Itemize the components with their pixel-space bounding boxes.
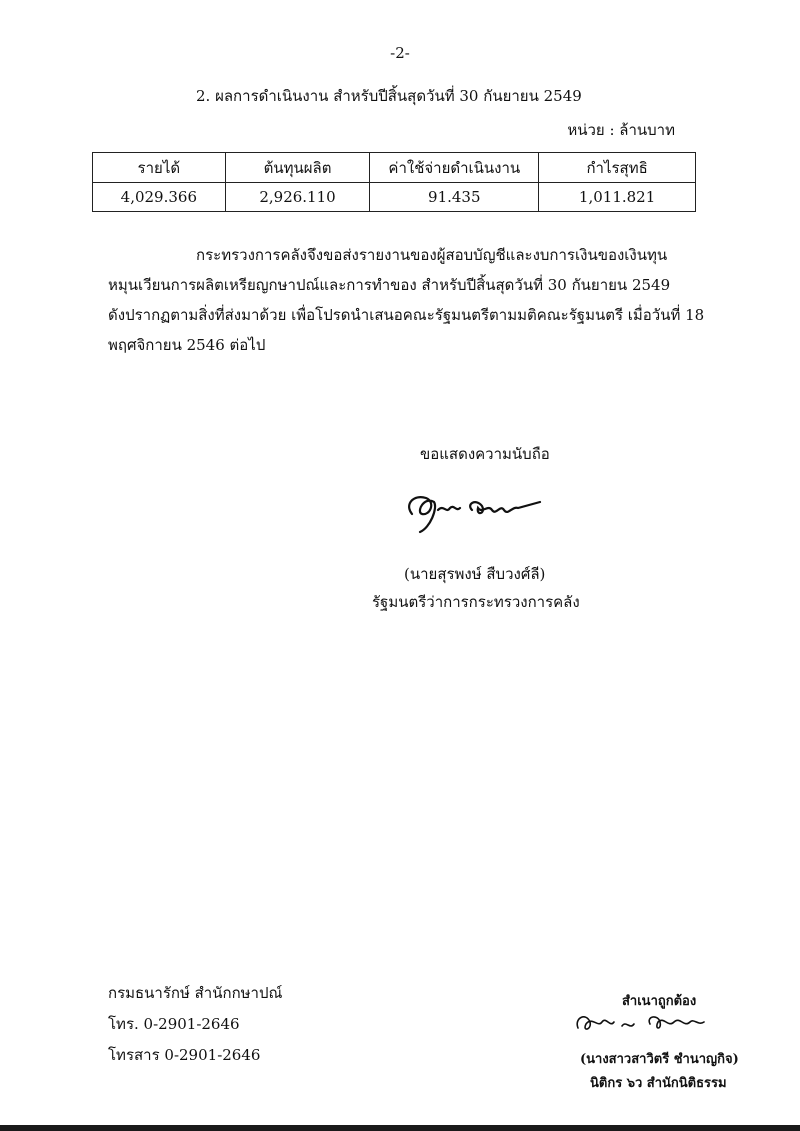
signer-title: รัฐมนตรีว่าการกระทรวงการคลัง <box>372 593 580 611</box>
paragraph-line: พฤศจิกายน 2546 ต่อไป <box>108 336 266 354</box>
certified-copy-label: สำเนาถูกต้อง <box>622 994 697 1009</box>
cell-operating-expense: 91.435 <box>370 183 539 212</box>
certifier-title: นิติกร ๖ว สำนักนิติธรรม <box>590 1076 727 1091</box>
certification-block <box>570 990 770 1100</box>
phone-number: โทร. 0-2901-2646 <box>108 1015 240 1033</box>
signer-name: (นายสุรพงษ์ สืบวงศ์ลี) <box>404 565 546 583</box>
header-operating-expense: ค่าใช้จ่ายดำเนินงาน <box>370 153 539 183</box>
table-header-row <box>93 153 696 183</box>
cell-net-profit: 1,011.821 <box>539 183 696 212</box>
body-paragraph <box>108 240 705 360</box>
header-production-cost: ต้นทุนผลิต <box>225 153 370 183</box>
footer-contact <box>108 978 282 1071</box>
header-revenue: รายได้ <box>93 153 226 183</box>
certifier-signature <box>570 1004 720 1042</box>
cell-production-cost: 2,926.110 <box>225 183 370 212</box>
unit-label: หน่วย : ล้านบาท <box>567 121 675 139</box>
minister-signature <box>400 484 550 534</box>
paragraph-line: กระทรวงการคลังจึงขอส่งรายงานของผู้สอบบัญชีและงบการเงินของเงินทุน <box>196 246 668 264</box>
section-heading: 2. ผลการดำเนินงาน สำหรับปีสิ้นสุดวันที่ 30 กันยายน 2549 <box>196 87 582 105</box>
table-row <box>93 183 696 212</box>
fax-number: โทรสาร 0-2901-2646 <box>108 1046 261 1064</box>
paragraph-line: ดังปรากฏตามสิ่งที่ส่งมาด้วย เพื่อโปรดนำเสนอคณะรัฐมนตรีตามมติคณะรัฐมนตรี เมื่อวันที่ 18 <box>108 306 705 324</box>
closing-phrase: ขอแสดงความนับถือ <box>420 445 550 463</box>
paragraph-line: หมุนเวียนการผลิตเหรียญกษาปณ์และการทำของ สำหรับปีสิ้นสุดวันที่ 30 กันยายน 2549 <box>108 276 671 294</box>
results-table <box>92 152 696 212</box>
header-net-profit: กำไรสุทธิ <box>539 153 696 183</box>
cell-revenue: 4,029.366 <box>93 183 226 212</box>
scan-bottom-edge <box>0 1125 800 1131</box>
department-name: กรมธนารักษ์ สำนักกษาปณ์ <box>108 984 283 1002</box>
certifier-name: (นางสาวสาวิตรี ชำนาญกิจ) <box>580 1052 739 1067</box>
page-number: -2- <box>390 44 410 62</box>
